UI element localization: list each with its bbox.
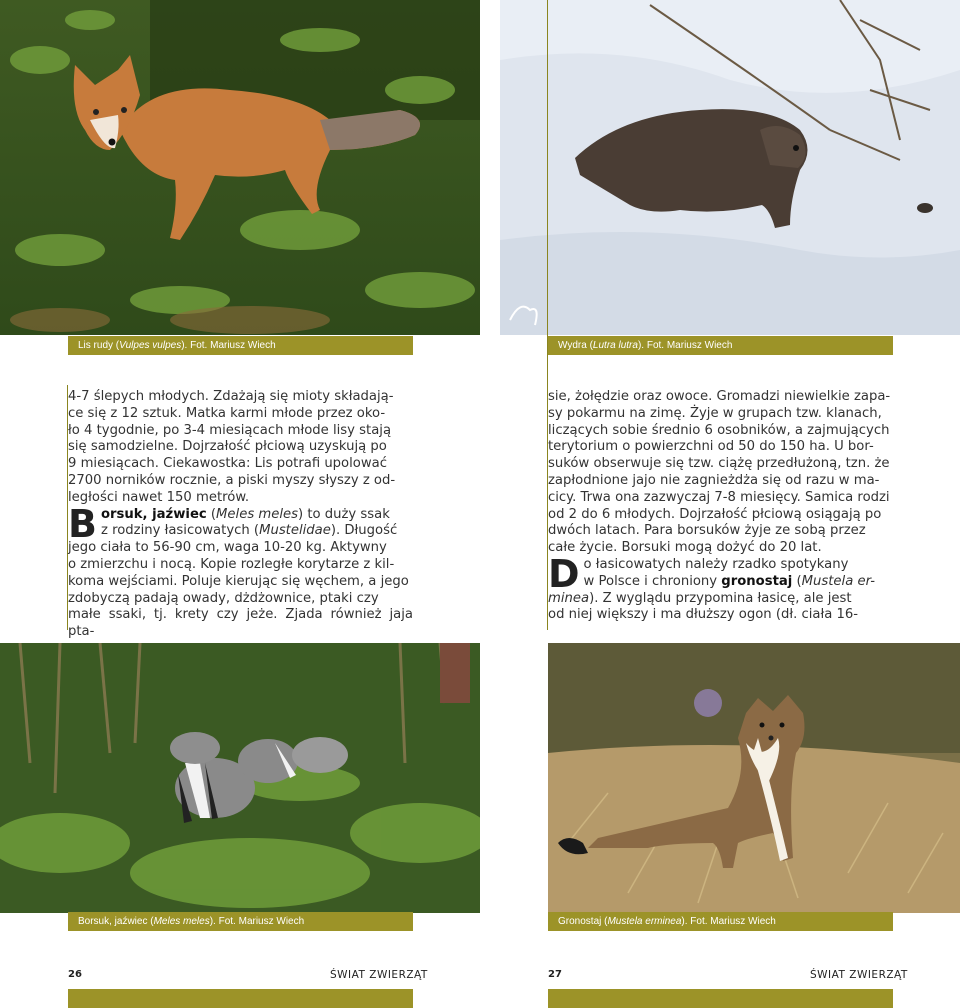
- caption-name: Lis rudy (: [78, 340, 120, 351]
- text-span: z rodziny łasicowatych (: [100, 523, 260, 539]
- text-line: jego ciała to 56-90 cm, waga 10-20 kg. Aktywny: [68, 540, 387, 556]
- text-line: ło 4 tygodnie, po 3-4 miesiącach młode lisy stają: [68, 422, 392, 438]
- badger-dropcap: B: [68, 501, 97, 546]
- fox-caption: [68, 336, 413, 355]
- text-span: (: [206, 506, 217, 522]
- text-line: sy pokarmu na zimę. Żyje w grupach tzw. klanach,: [548, 405, 882, 421]
- text-line: o łasicowatych należy rzadko spotykany: [583, 556, 849, 572]
- text-span: w Polsce i chroniony: [583, 573, 722, 589]
- fox-paragraph: [68, 389, 413, 507]
- text-line: suków obserwuje się tzw. ciążę przedłużoną, tzn. że: [548, 456, 890, 472]
- stoat-latin-cont: minea: [548, 590, 590, 606]
- badger-caption: [68, 912, 413, 931]
- caption-latin: Meles meles: [153, 916, 210, 927]
- text-span: (: [792, 573, 802, 589]
- text-line: 2700 norników rocznie, a piski myszy słyszy z od-: [68, 472, 396, 488]
- badger-photo: [0, 643, 480, 913]
- text-line: całe życie. Borsuki mogą dożyć do 20 lat.: [548, 540, 822, 556]
- caption-credit: ). Fot. Mariusz Wiech: [209, 916, 305, 927]
- text-line: ce się z 12 sztuk. Matka karmi młode przez oko-: [68, 405, 386, 421]
- otter-photo: [500, 0, 960, 335]
- text-line: 9 miesiącach. Ciekawostka: Lis potrafi upolować: [68, 456, 387, 472]
- left-running-title: ŚWIAT ZWIERZĄT: [330, 969, 428, 981]
- left-footer-bar: [68, 989, 413, 1008]
- left-page-number: 26: [68, 969, 82, 980]
- badger-continued-paragraph: [548, 389, 893, 557]
- badger-heading: orsuk, jaźwiec: [100, 506, 207, 522]
- right-body-text: [548, 389, 893, 624]
- right-running-title: ŚWIAT ZWIERZĄT: [810, 969, 908, 981]
- text-line: dwóch latach. Para borsuków żyje ze sobą przez: [548, 523, 866, 539]
- caption-credit: ). Fot. Mariusz Wiech: [681, 916, 776, 927]
- text-line: [548, 591, 893, 608]
- caption-latin: Vulpes vulpes: [119, 340, 182, 351]
- text-span: ). Z wyglądu przypomina łasicę, ale jest: [589, 590, 852, 606]
- text-line: od niej większy i ma dłuższy ogon (dł. ciała 16-: [548, 607, 859, 623]
- text-line: o zmierzchu i nocą. Kopie rozległe korytarze z kil-: [68, 556, 395, 572]
- text-line: [548, 574, 893, 591]
- caption-credit: ). Fot. Mariusz Wiech: [637, 340, 733, 351]
- badger-paragraph: [68, 501, 413, 641]
- otter-caption: [548, 336, 893, 355]
- stoat-latin: Mustela er-: [801, 573, 876, 589]
- text-line: terytorium o powierzchni od 50 do 150 ha. U bor-: [548, 439, 874, 455]
- text-line: 4-7 ślepych młodych. Zdażają się mioty składają-: [68, 389, 394, 404]
- text-line: koma wejściami. Poluje kierując się węchem, a jego: [68, 573, 409, 589]
- text-span: ). Długość: [330, 523, 398, 539]
- badger-latin: Meles meles: [216, 506, 298, 522]
- right-footer-bar: [548, 989, 893, 1008]
- stoat-dropcap: D: [548, 551, 580, 596]
- caption-latin: Lutra lutra: [592, 340, 638, 351]
- family-latin: Mustelidae: [259, 523, 331, 539]
- stoat-paragraph: [548, 551, 893, 624]
- text-line: sie, żołędzie oraz owoce. Gromadzi niewielkie zapa-: [548, 389, 891, 404]
- text-line: małe ssaki, tj. krety czy jeże. Zjada również jaja pta-: [68, 607, 413, 640]
- text-line: od 2 do 6 młodych. Dojrzałość płciową osiągają po: [548, 506, 882, 522]
- caption-name: Borsuk, jaźwiec (: [78, 916, 154, 927]
- text-line: cicy. Trwa ona zazwyczaj 7-8 miesięcy. Samica rodzi: [548, 489, 890, 505]
- text-span: ) to duży ssak: [298, 506, 390, 522]
- text-line: [68, 523, 413, 540]
- right-page-number: 27: [548, 969, 562, 980]
- text-line: się samodzielne. Dojrzałość płciową uzyskują po: [68, 439, 387, 455]
- stoat-heading: gronostaj: [721, 573, 793, 589]
- caption-credit: ). Fot. Mariusz Wiech: [181, 340, 276, 351]
- text-line: ległości nawet 150 metrów.: [68, 489, 250, 505]
- text-line: liczących sobie średnio 6 osobników, a zajmujących: [548, 422, 890, 438]
- stoat-photo: [548, 643, 960, 913]
- text-line: [68, 507, 413, 524]
- text-line: zdobyczą padają owady, dżdżownice, ptaki czy: [68, 590, 379, 606]
- caption-name: Wydra (: [558, 340, 593, 351]
- caption-name: Gronostaj (: [558, 916, 608, 927]
- stoat-caption: [548, 912, 893, 931]
- text-line: zapłodnione jajo nie zagnieżdża się od razu w ma-: [548, 472, 880, 488]
- caption-latin: Mustela erminea: [607, 916, 682, 927]
- left-body-text: [68, 389, 413, 641]
- fox-photo: [0, 0, 480, 335]
